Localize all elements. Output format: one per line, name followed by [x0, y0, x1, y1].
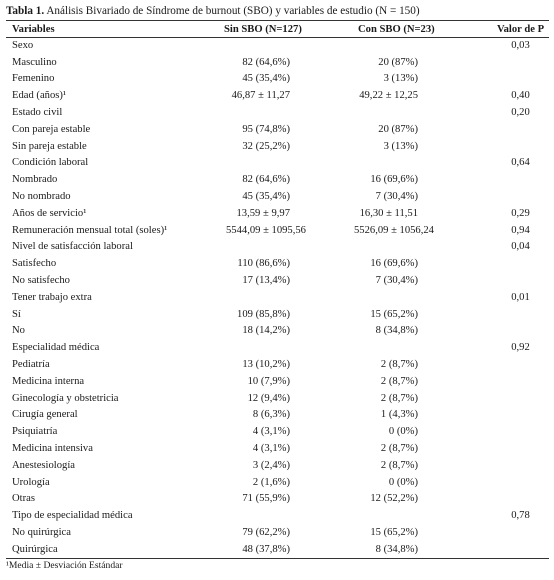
header-row: [6, 21, 549, 38]
p-value: [492, 306, 549, 323]
con-sbo-value-cell: [352, 222, 492, 239]
table-body: [6, 38, 549, 559]
sin-sbo-value: 46,87 ± 11,27: [231, 90, 290, 102]
con-sbo-value-cell: [352, 323, 492, 340]
con-sbo-value-cell: [352, 340, 492, 357]
results-table: [6, 20, 549, 559]
con-sbo-value: 16,30 ± 11,51: [359, 207, 418, 219]
row-label: Psiquiatría: [12, 426, 58, 438]
con-sbo-value: 1 (4,3%): [380, 409, 418, 421]
footnote: ¹Media ± Desviación Estándar: [6, 560, 123, 571]
row-label: No: [12, 325, 25, 337]
con-sbo-value-cell: [352, 457, 492, 474]
row-label: Nombrado: [12, 174, 58, 186]
con-sbo-value: 16 (69,6%): [370, 174, 418, 186]
row-label: Especialidad médica: [12, 342, 100, 354]
table-row: [6, 222, 549, 239]
table-row: [6, 323, 549, 340]
sin-sbo-value: 79 (62,2%): [242, 527, 290, 538]
con-sbo-value: 3 (13%): [383, 140, 418, 152]
con-sbo-value: 15 (65,2%): [370, 527, 418, 538]
sin-sbo-value-cell: [218, 508, 352, 525]
sin-sbo-value-cell: [218, 105, 352, 122]
p-value: [492, 491, 549, 508]
sin-sbo-value-cell: [218, 54, 352, 71]
table-row: [6, 54, 549, 71]
con-sbo-value-cell: [352, 441, 492, 458]
sin-sbo-value: 48 (37,8%): [242, 543, 290, 555]
sin-sbo-value-cell: [218, 390, 352, 407]
p-value: [492, 441, 549, 458]
con-sbo-value-cell: [352, 105, 492, 122]
con-sbo-value: 2 (8,7%): [380, 392, 418, 404]
con-sbo-value-cell: [352, 306, 492, 323]
con-sbo-value-cell: [352, 508, 492, 525]
table-row: [6, 205, 549, 222]
table-row: [6, 71, 549, 88]
con-sbo-value: 7 (30,4%): [375, 191, 418, 203]
p-value: 0,01: [511, 291, 530, 303]
caption-text: Análisis Bivariado de Síndrome de burnout (SBO) y variables de estudio (N = 150): [46, 5, 420, 17]
p-value: [492, 541, 549, 558]
table-row: [6, 357, 549, 374]
table-row: [6, 273, 549, 290]
p-value: [492, 54, 549, 71]
header-con-sbo: Con SBO (N=23): [352, 21, 492, 38]
p-value: [492, 273, 549, 290]
sin-sbo-value-cell: [218, 323, 352, 340]
con-sbo-value-cell: [352, 289, 492, 306]
p-value: 0,29: [511, 207, 530, 219]
p-value: [492, 373, 549, 390]
row-label: Anestesiología: [12, 459, 75, 471]
p-value: [492, 71, 549, 88]
table-row: [6, 441, 549, 458]
header-variables: Variables: [6, 21, 218, 38]
row-label: Tipo de especialidad médica: [12, 510, 133, 522]
row-label: No quirúrgica: [12, 527, 71, 538]
row-label: No satisfecho: [12, 275, 70, 287]
sin-sbo-value: 45 (35,4%): [242, 73, 290, 85]
table-row: [6, 189, 549, 206]
con-sbo-value-cell: [352, 54, 492, 71]
row-label: Urología: [12, 476, 50, 488]
con-sbo-value-cell: [352, 189, 492, 206]
sin-sbo-value-cell: [218, 256, 352, 273]
sin-sbo-value-cell: [218, 289, 352, 306]
sin-sbo-value: 82 (64,6%): [242, 174, 290, 186]
table-row: [6, 457, 549, 474]
sin-sbo-value-cell: [218, 155, 352, 172]
p-value: 0,20: [511, 107, 530, 119]
table-row: [6, 541, 549, 558]
con-sbo-value: 49,22 ± 12,25: [359, 90, 418, 102]
sin-sbo-value-cell: [218, 424, 352, 441]
con-sbo-value: 20 (87%): [378, 123, 418, 135]
con-sbo-value-cell: [352, 541, 492, 558]
sin-sbo-value-cell: [218, 457, 352, 474]
sin-sbo-value: 10 (7,9%): [247, 375, 290, 387]
sin-sbo-value: 45 (35,4%): [242, 191, 290, 203]
row-label: Quirúrgica: [6, 541, 218, 558]
row-label: Sexo: [12, 40, 34, 52]
row-label: Tener trabajo extra: [12, 291, 92, 303]
con-sbo-value-cell: [352, 525, 492, 542]
table-row: [6, 306, 549, 323]
con-sbo-value-cell: [352, 373, 492, 390]
row-label: Satisfecho: [12, 258, 57, 270]
con-sbo-value: 12 (52,2%): [370, 493, 418, 505]
sin-sbo-value: 13 (10,2%): [242, 359, 290, 371]
p-value: 0,94: [511, 224, 530, 236]
p-value: [492, 256, 549, 273]
sin-sbo-value-cell: [218, 88, 352, 105]
sin-sbo-value: 109 (85,8%): [237, 308, 290, 320]
con-sbo-value-cell: [352, 407, 492, 424]
sin-sbo-value-cell: [218, 373, 352, 390]
table-row: [6, 121, 549, 138]
con-sbo-value: 20 (87%): [378, 56, 418, 68]
row-label: Otras: [12, 493, 35, 505]
con-sbo-value-cell: [352, 424, 492, 441]
p-value: [492, 457, 549, 474]
con-sbo-value-cell: [352, 273, 492, 290]
row-label: Sí: [12, 308, 21, 320]
sin-sbo-value: 71 (55,9%): [242, 493, 290, 505]
table-row: [6, 155, 549, 172]
p-value: [492, 323, 549, 340]
sin-sbo-value-cell: [218, 71, 352, 88]
sin-sbo-value: 32 (25,2%): [242, 140, 290, 152]
row-label: Condición laboral: [12, 157, 89, 169]
p-value: 0,64: [511, 157, 530, 169]
table-row: [6, 340, 549, 357]
table-row: [6, 38, 549, 55]
con-sbo-value-cell: [352, 239, 492, 256]
sin-sbo-value: 3 (2,4%): [252, 459, 290, 471]
row-label: Remuneración mensual total (soles)¹: [12, 224, 168, 236]
table-row: [6, 491, 549, 508]
row-label: Medicina interna: [12, 375, 85, 387]
con-sbo-value-cell: [352, 256, 492, 273]
table-row: [6, 508, 549, 525]
table-row: [6, 390, 549, 407]
con-sbo-value-cell: [352, 357, 492, 374]
table-row: [6, 373, 549, 390]
sin-sbo-value: 4 (3,1%): [252, 443, 290, 455]
con-sbo-value: 5526,09 ± 1056,24: [354, 224, 434, 236]
row-label: Estado civil: [12, 107, 63, 119]
p-value: [492, 189, 549, 206]
con-sbo-value-cell: [352, 38, 492, 55]
con-sbo-value-cell: [352, 138, 492, 155]
table-row: [6, 239, 549, 256]
row-label: Años de servicio¹: [12, 207, 87, 219]
sin-sbo-value: 13,59 ± 9,97: [236, 207, 290, 219]
con-sbo-value: 8 (34,8%): [375, 543, 418, 555]
table-row: [6, 256, 549, 273]
con-sbo-value-cell: [352, 474, 492, 491]
con-sbo-value-cell: [352, 88, 492, 105]
caption-label: Tabla 1.: [6, 5, 45, 17]
p-value: 0,04: [511, 241, 530, 253]
p-value: [492, 424, 549, 441]
sin-sbo-value-cell: [218, 474, 352, 491]
sin-sbo-value-cell: [218, 541, 352, 558]
sin-sbo-value-cell: [218, 239, 352, 256]
sin-sbo-value-cell: [218, 491, 352, 508]
con-sbo-value: 2 (8,7%): [380, 443, 418, 455]
con-sbo-value-cell: [352, 172, 492, 189]
row-label: Cirugía general: [12, 409, 78, 421]
sin-sbo-value: 95 (74,8%): [242, 123, 290, 135]
sin-sbo-value: 110 (86,6%): [237, 258, 290, 270]
table-row: [6, 172, 549, 189]
con-sbo-value: 0 (0%): [388, 476, 418, 488]
table-row: [6, 289, 549, 306]
sin-sbo-value-cell: [218, 121, 352, 138]
sin-sbo-value-cell: [218, 306, 352, 323]
sin-sbo-value: 2 (1,6%): [252, 476, 290, 488]
row-label: Edad (años)¹: [12, 90, 67, 102]
sin-sbo-value: 18 (14,2%): [242, 325, 290, 337]
con-sbo-value-cell: [352, 390, 492, 407]
row-label: Pediatría: [12, 359, 50, 371]
con-sbo-value-cell: [352, 155, 492, 172]
table-row: [6, 105, 549, 122]
p-value: [492, 407, 549, 424]
row-label: Femenino: [12, 73, 55, 85]
sin-sbo-value-cell: [218, 407, 352, 424]
sin-sbo-value-cell: [218, 205, 352, 222]
table-row: [6, 407, 549, 424]
header-sin-sbo: Sin SBO (N=127): [218, 21, 352, 38]
sin-sbo-value: 17 (13,4%): [242, 275, 290, 287]
header-p-value: Valor de P: [492, 21, 549, 38]
sin-sbo-value-cell: [218, 189, 352, 206]
table-row: [6, 525, 549, 542]
con-sbo-value: 7 (30,4%): [375, 275, 418, 287]
sin-sbo-value-cell: [218, 441, 352, 458]
sin-sbo-value-cell: [218, 138, 352, 155]
sin-sbo-value-cell: [218, 38, 352, 55]
con-sbo-value-cell: [352, 491, 492, 508]
sin-sbo-value: 82 (64,6%): [242, 56, 290, 68]
sin-sbo-value-cell: [218, 222, 352, 239]
p-value: 0,92: [511, 342, 530, 354]
sin-sbo-value-cell: [218, 273, 352, 290]
p-value: 0,03: [511, 40, 530, 52]
sin-sbo-value: 4 (3,1%): [252, 426, 290, 438]
p-value: 0,78: [511, 510, 530, 522]
con-sbo-value: 2 (8,7%): [380, 459, 418, 471]
con-sbo-value: 0 (0%): [388, 426, 418, 438]
p-value: [492, 121, 549, 138]
row-label: Con pareja estable: [12, 123, 91, 135]
p-value: 0,40: [511, 90, 530, 102]
con-sbo-value: 2 (8,7%): [380, 375, 418, 387]
con-sbo-value: 2 (8,7%): [380, 359, 418, 371]
con-sbo-value: 16 (69,6%): [370, 258, 418, 270]
p-value: [492, 474, 549, 491]
row-label: Sin pareja estable: [12, 140, 87, 152]
table-row: [6, 88, 549, 105]
con-sbo-value-cell: [352, 71, 492, 88]
row-label: No nombrado: [12, 191, 71, 203]
con-sbo-value: 8 (34,8%): [375, 325, 418, 337]
p-value: [492, 138, 549, 155]
sin-sbo-value: 8 (6,3%): [252, 409, 290, 421]
sin-sbo-value-cell: [218, 525, 352, 542]
con-sbo-value-cell: [352, 205, 492, 222]
p-value: [492, 390, 549, 407]
sin-sbo-value-cell: [218, 340, 352, 357]
sin-sbo-value: 5544,09 ± 1095,56: [226, 224, 306, 236]
row-label: Ginecología y obstetricia: [12, 392, 119, 404]
con-sbo-value: 3 (13%): [383, 73, 418, 85]
sin-sbo-value: 12 (9,4%): [247, 392, 290, 404]
con-sbo-value-cell: [352, 121, 492, 138]
con-sbo-value: 15 (65,2%): [370, 308, 418, 320]
row-label: Medicina intensiva: [12, 443, 93, 455]
row-label: Masculino: [12, 56, 57, 68]
row-label: Nivel de satisfacción laboral: [12, 241, 133, 253]
p-value: [492, 172, 549, 189]
table-row: [6, 474, 549, 491]
table-row: [6, 424, 549, 441]
p-value: [492, 357, 549, 374]
sin-sbo-value-cell: [218, 357, 352, 374]
table-caption: [6, 4, 550, 18]
sin-sbo-value-cell: [218, 172, 352, 189]
table-row: [6, 138, 549, 155]
p-value: [492, 525, 549, 542]
